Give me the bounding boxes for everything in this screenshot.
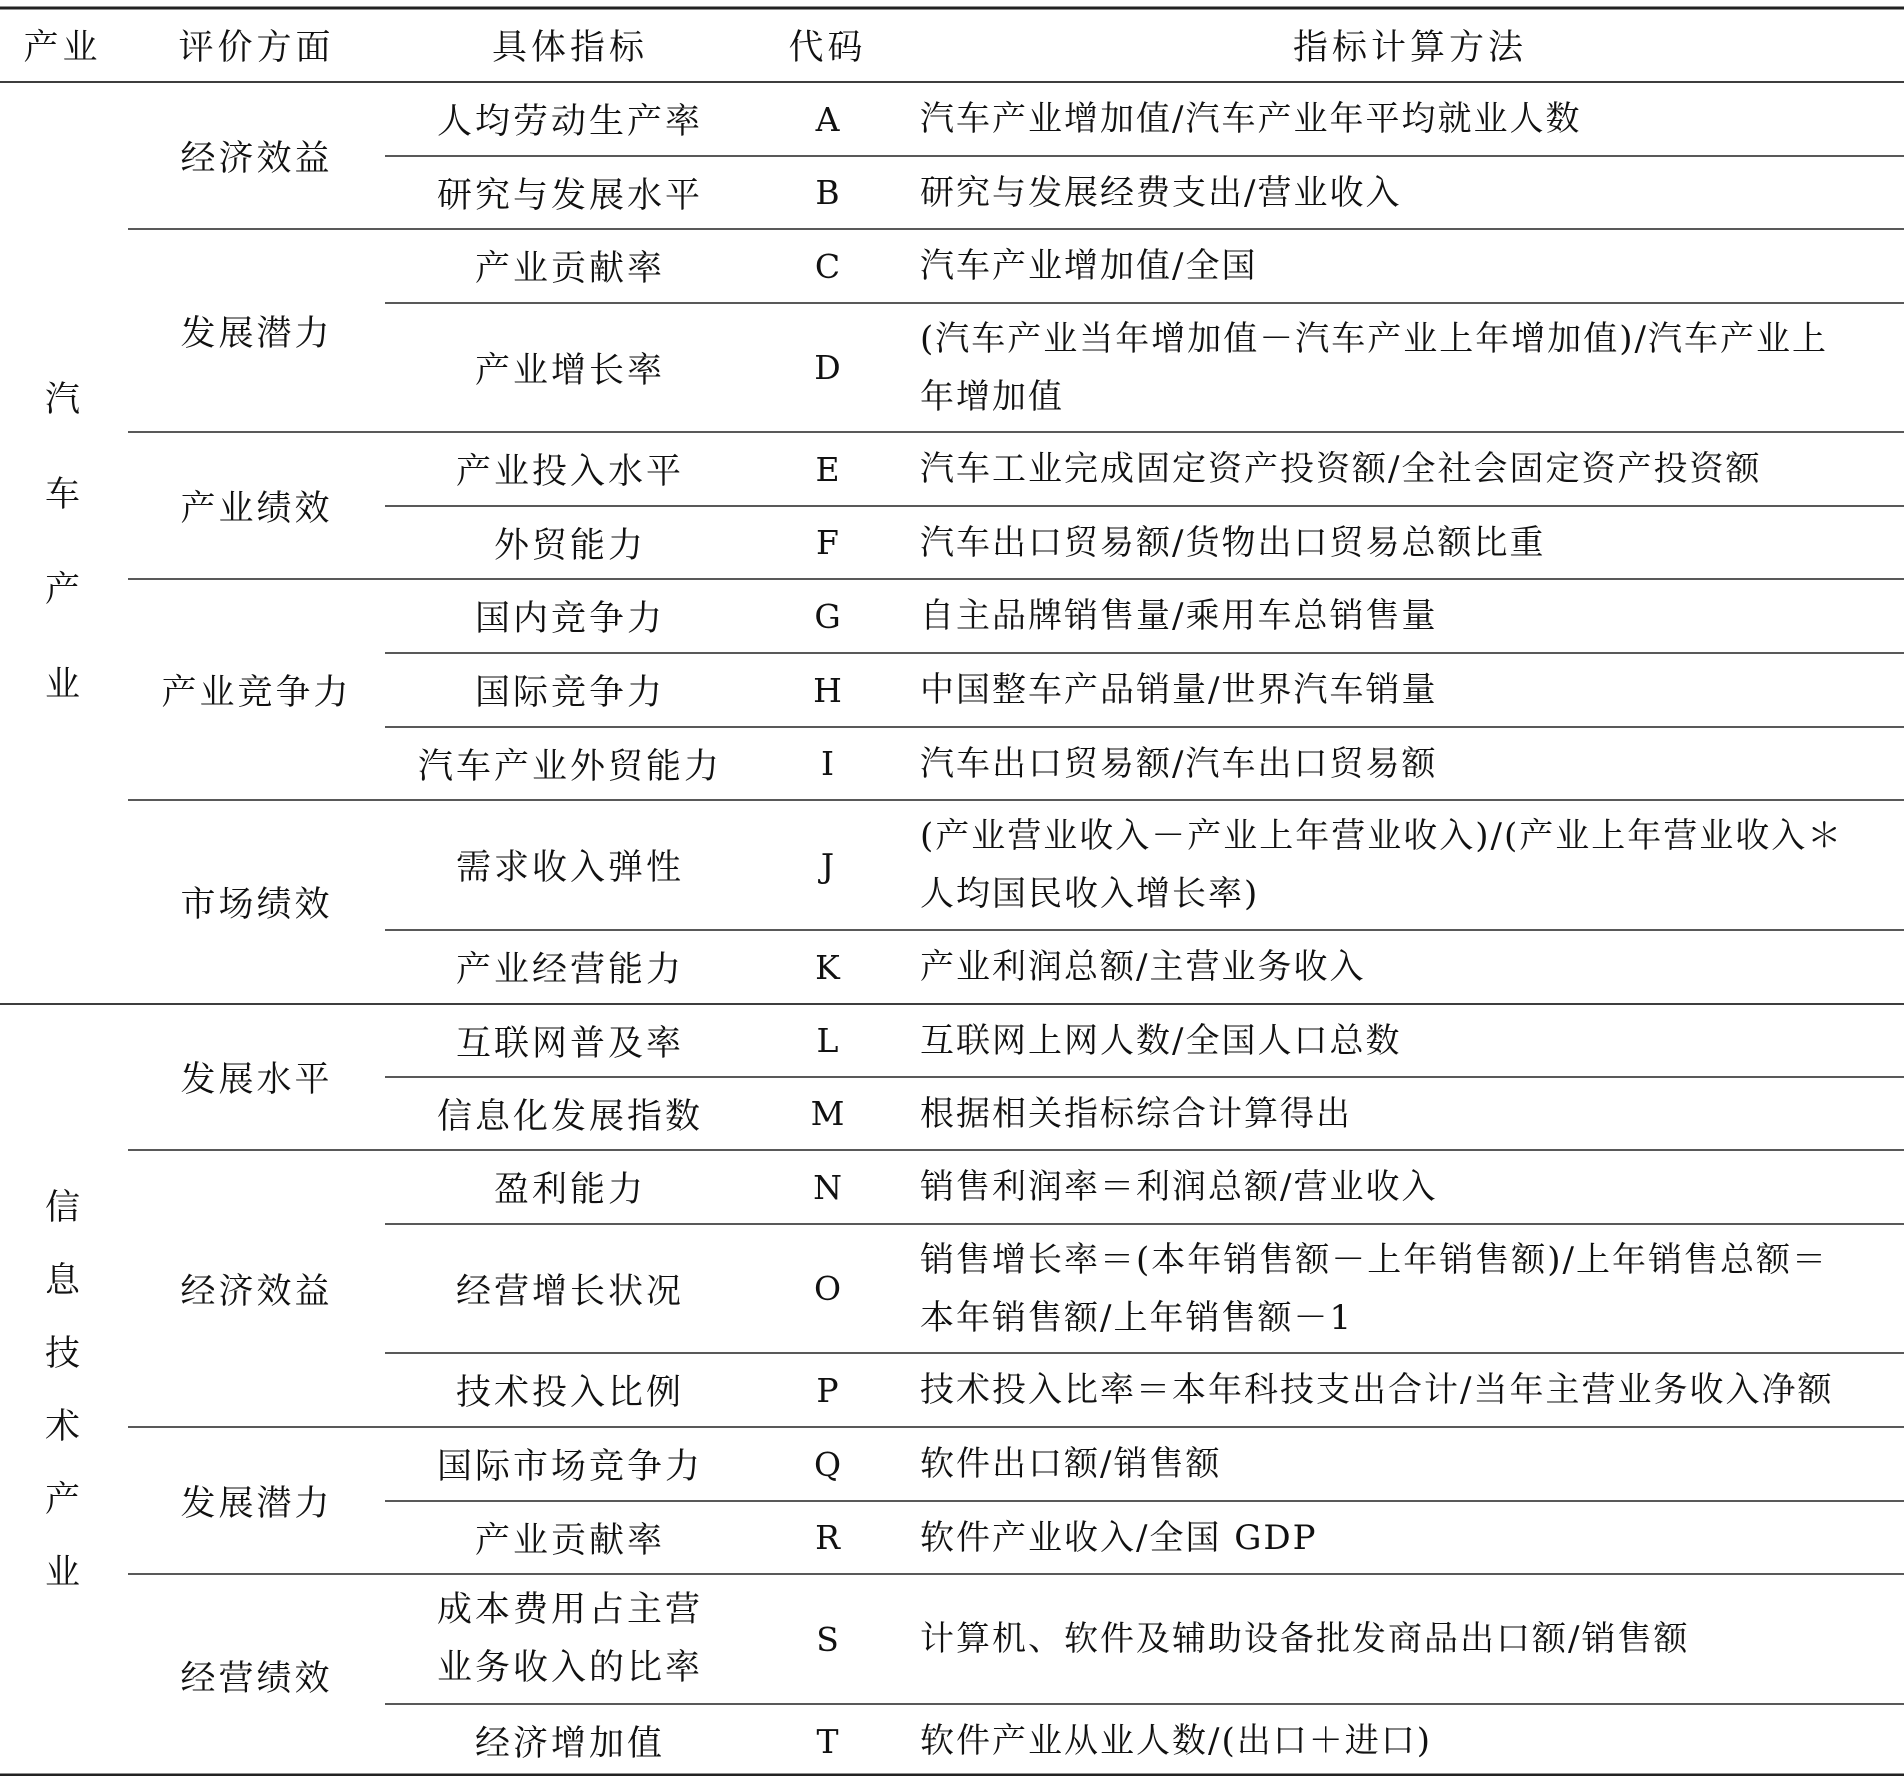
header-indicator: [385, 8, 755, 82]
method-cell-text: 产业利润总额/主营业务收入: [920, 947, 1366, 987]
aspect-cell: [128, 1004, 385, 1150]
indicator-cell-text: 经济增加值: [474, 1724, 665, 1764]
code-cell-text: C: [814, 246, 841, 286]
aspect-cell: [128, 432, 385, 579]
method-cell: [920, 1077, 1900, 1150]
aspect-cell-text: 经济效益: [180, 138, 333, 179]
indicator-cell-text: 国际市场竞争力: [436, 1447, 703, 1487]
indicator-cell-text: 产业贡献率: [474, 249, 665, 289]
indicator-cell-text: 研究与发展水平: [436, 175, 703, 216]
code-cell: [755, 1077, 900, 1150]
header-indicator-text: 具体指标: [491, 28, 648, 68]
code-cell-text: L: [816, 1021, 839, 1060]
aspect-cell: [128, 82, 385, 229]
code-cell: [755, 229, 900, 303]
method-cell-text: 软件产业从业人数/(出口＋进口): [920, 1721, 1432, 1761]
method-cell: [920, 1150, 1900, 1224]
indicator-cell: [385, 1150, 755, 1224]
industry-char: 车: [44, 475, 80, 515]
code-cell: [755, 1004, 900, 1077]
indicator-cell: [385, 1427, 755, 1501]
method-cell: [920, 930, 1900, 1004]
method-cell-line: (汽车产业当年增加值－汽车产业上年增加值)/汽车产业上: [920, 318, 1828, 359]
code-cell-text: S: [816, 1619, 839, 1659]
code-cell-text: E: [815, 449, 840, 489]
code-cell-text: R: [815, 1518, 840, 1557]
indicator-cell-text: 需求收入弹性: [455, 848, 684, 888]
indicator-cell-text: 互联网普及率: [455, 1023, 684, 1064]
method-cell: [920, 1704, 1900, 1778]
header-industry-text: 产业: [23, 28, 102, 68]
aspect-cell: [128, 1150, 385, 1427]
indicator-cell: [385, 727, 755, 800]
method-cell: [920, 1574, 1900, 1704]
indicator-cell-text: 外贸能力: [493, 525, 646, 566]
industry-char: 产: [44, 570, 80, 610]
indicator-cell: [385, 1501, 755, 1574]
code-cell: [755, 506, 900, 579]
code-cell: [755, 1353, 900, 1427]
industry-char: 术: [44, 1407, 80, 1447]
indicator-cell-text: 人均劳动生产率: [436, 102, 703, 142]
method-cell-line: 年增加值: [920, 376, 1064, 417]
method-cell: [920, 1501, 1900, 1574]
indicator-cell: [385, 82, 755, 156]
code-cell: [755, 1224, 900, 1353]
industry-char: 技: [44, 1334, 80, 1374]
method-cell-text: 汽车产业增加值/汽车产业年平均就业人数: [920, 99, 1582, 139]
method-cell-text: 自主品牌销售量/乘用车总销售量: [920, 596, 1438, 636]
indicator-cell-text: 技术投入比例: [455, 1373, 684, 1413]
method-cell-line: 本年销售额/上年销售额－1: [920, 1297, 1354, 1338]
method-cell-text: 技术投入比率＝本年科技支出合计/当年主营业务收入净额: [920, 1370, 1834, 1410]
industry-cell: [0, 82, 125, 1004]
method-cell-text: 软件出口额/销售额: [920, 1444, 1222, 1484]
indicator-cell: [385, 432, 755, 506]
indicator-cell: [385, 303, 755, 432]
aspect-cell-text: 产业竞争力: [161, 672, 352, 713]
method-cell-text: 中国整车产品销量/世界汽车销量: [920, 670, 1438, 710]
header-aspect-text: 评价方面: [178, 28, 335, 68]
aspect-cell: [128, 229, 385, 432]
indicator-cell-text: 汽车产业外贸能力: [417, 746, 722, 787]
code-cell-text: H: [813, 670, 842, 710]
code-cell: [755, 1501, 900, 1574]
indicator-cell: [385, 1224, 755, 1353]
method-cell-text: 销售利润率＝利润总额/营业收入: [920, 1167, 1438, 1207]
code-cell-text: P: [816, 1370, 839, 1410]
header-code: [785, 8, 870, 82]
indicator-cell: [385, 653, 755, 727]
indicator-cell-line: 成本费用占主营: [436, 1590, 703, 1630]
header-method: [920, 8, 1900, 82]
code-cell-text: A: [815, 99, 840, 139]
method-cell: [920, 1427, 1900, 1501]
industry-char: 业: [44, 665, 80, 705]
indicator-cell-text: 产业投入水平: [455, 452, 684, 492]
method-cell: [920, 1224, 1900, 1353]
header-aspect: [128, 8, 385, 82]
indicator-cell-text: 产业增长率: [474, 350, 665, 391]
indicator-cell: [385, 1574, 755, 1704]
indicator-cell: [385, 1704, 755, 1778]
code-cell: [755, 1704, 900, 1778]
method-cell-text: 软件产业收入/全国 GDP: [920, 1517, 1318, 1558]
indicator-cell-text: 产业贡献率: [474, 1520, 665, 1561]
industry-cell: [0, 1004, 125, 1778]
indicator-cell-text: 国际竞争力: [474, 673, 665, 713]
indicator-cell: [385, 579, 755, 653]
code-cell: [755, 303, 900, 432]
industry-char: 信: [44, 1188, 80, 1228]
indicator-cell: [385, 800, 755, 930]
method-cell-text: 汽车产业增加值/全国: [920, 246, 1258, 286]
aspect-cell-text: 经营绩效: [180, 1659, 333, 1699]
code-cell-text: T: [816, 1721, 839, 1761]
code-cell-text: G: [814, 596, 841, 636]
code-cell-text: F: [816, 523, 839, 562]
method-cell-line: 人均国民收入增长率): [920, 874, 1260, 914]
method-cell-text: 研究与发展经费支出/营业收入: [920, 172, 1402, 213]
method-cell-text: 根据相关指标综合计算得出: [920, 1093, 1352, 1134]
code-cell: [755, 930, 900, 1004]
industry-char: 汽: [44, 380, 80, 420]
method-cell: [920, 82, 1900, 156]
indicator-cell: [385, 229, 755, 303]
method-cell-text: 汽车出口贸易额/货物出口贸易总额比重: [920, 522, 1546, 563]
indicator-cell-text: 信息化发展指数: [436, 1096, 703, 1137]
indicator-cell: [385, 156, 755, 229]
code-cell: [755, 1427, 900, 1501]
code-cell: [755, 432, 900, 506]
aspect-cell: [128, 1574, 385, 1778]
code-cell: [755, 727, 900, 800]
aspect-cell-text: 发展潜力: [180, 1483, 333, 1524]
industry-char: 业: [44, 1553, 80, 1593]
code-cell: [755, 82, 900, 156]
method-cell-text: 汽车出口贸易额/汽车出口贸易额: [920, 743, 1438, 784]
header-code-text: 代码: [788, 28, 867, 68]
code-cell: [755, 800, 900, 930]
indicator-cell: [385, 930, 755, 1004]
aspect-cell: [128, 579, 385, 800]
code-cell-text: M: [810, 1094, 845, 1133]
code-cell-text: D: [814, 348, 841, 387]
code-cell: [755, 653, 900, 727]
aspect-cell: [128, 1427, 385, 1574]
code-cell-text: B: [815, 173, 840, 212]
method-cell: [920, 800, 1900, 930]
indicator-cell: [385, 1353, 755, 1427]
header-industry: [0, 8, 125, 82]
method-cell: [920, 303, 1900, 432]
indicator-cell: [385, 1004, 755, 1077]
code-cell-text: O: [813, 1269, 842, 1308]
code-cell-text: K: [815, 947, 840, 987]
code-cell-text: N: [813, 1167, 842, 1207]
aspect-cell-text: 发展水平: [180, 1060, 333, 1100]
method-cell-text: 计算机、软件及辅助设备批发商品出口额/销售额: [920, 1619, 1690, 1659]
aspect-cell-text: 市场绩效: [180, 885, 333, 925]
indicator-cell-text: 产业经营能力: [455, 950, 684, 990]
industry-char: 息: [44, 1261, 80, 1301]
method-cell: [920, 579, 1900, 653]
method-cell-line: 销售增长率＝(本年销售额－上年销售额)/上年销售总额＝: [920, 1239, 1828, 1280]
method-cell: [920, 432, 1900, 506]
method-cell-text: 汽车工业完成固定资产投资额/全社会固定资产投资额: [920, 449, 1762, 489]
indicator-cell-line: 业务收入的比率: [436, 1648, 703, 1688]
aspect-cell-text: 经济效益: [180, 1271, 333, 1312]
method-cell: [920, 1353, 1900, 1427]
indicator-cell-text: 国内竞争力: [474, 599, 665, 639]
method-cell-text: 互联网上网人数/全国人口总数: [920, 1020, 1402, 1061]
aspect-cell-text: 发展潜力: [180, 313, 333, 354]
indicator-cell-text: 盈利能力: [493, 1170, 646, 1210]
method-cell: [920, 653, 1900, 727]
aspect-cell: [128, 800, 385, 1004]
code-cell: [755, 579, 900, 653]
industry-char: 产: [44, 1480, 80, 1520]
code-cell: [755, 156, 900, 229]
method-cell: [920, 727, 1900, 800]
code-cell: [755, 1150, 900, 1224]
code-cell: [755, 1574, 900, 1704]
indicator-cell-text: 经营增长状况: [455, 1271, 684, 1312]
indicator-cell: [385, 1077, 755, 1150]
method-cell: [920, 506, 1900, 579]
indicator-cell: [385, 506, 755, 579]
aspect-cell-text: 产业绩效: [180, 488, 333, 529]
method-cell: [920, 156, 1900, 229]
method-cell: [920, 1004, 1900, 1077]
method-cell: [920, 229, 1900, 303]
code-cell-text: Q: [813, 1444, 842, 1484]
header-method-text: 指标计算方法: [1292, 28, 1527, 68]
code-cell-text: I: [820, 744, 835, 783]
code-cell-text: J: [820, 845, 835, 885]
method-cell-line: (产业营业收入－产业上年营业收入)/(产业上年营业收入＊: [920, 816, 1844, 856]
